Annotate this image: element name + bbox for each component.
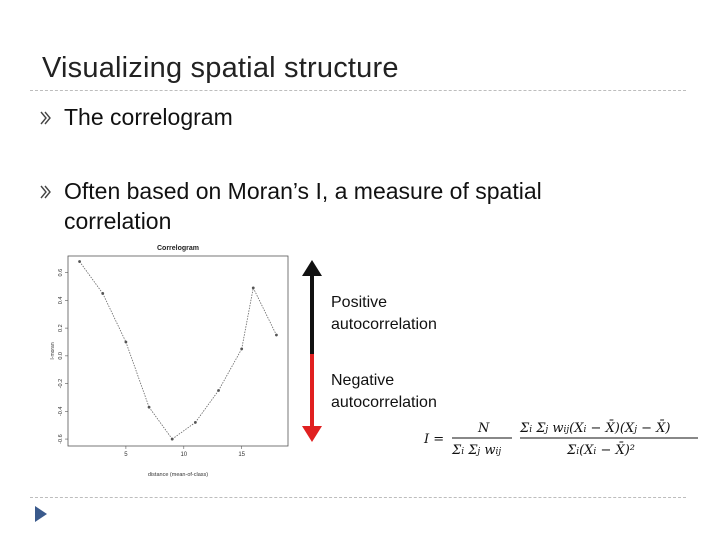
y-tick-label: 0.6 xyxy=(58,268,64,277)
series-line-segment xyxy=(149,407,172,439)
data-point xyxy=(252,286,255,289)
svg-text:I =: I = xyxy=(424,432,445,447)
y-tick-label: 0.2 xyxy=(58,324,64,332)
x-tick-label: 10 xyxy=(180,452,188,458)
series-line-segment xyxy=(172,422,195,439)
y-tick-label: 0.4 xyxy=(58,296,64,305)
y-tick-label: -0.6 xyxy=(58,434,64,444)
data-point xyxy=(171,438,174,441)
series-line-segment xyxy=(242,288,254,349)
negative-arrow-head xyxy=(302,426,322,442)
data-point xyxy=(275,334,278,337)
data-point xyxy=(124,341,127,344)
bullet-icon xyxy=(40,185,52,199)
x-tick-label: 5 xyxy=(124,452,128,458)
data-point xyxy=(78,260,81,263)
slide-title: Visualizing spatial structure xyxy=(42,52,399,84)
series-line-segment xyxy=(103,293,126,342)
autocorrelation-arrow xyxy=(296,258,328,444)
correlogram-chart xyxy=(48,238,293,483)
bullet-text: Often based on Moran’s I, a measure of spatial correlation xyxy=(64,178,542,234)
next-slide-arrow-icon[interactable] xyxy=(34,505,48,523)
positive-autocorrelation-label: Positive autocorrelation xyxy=(331,294,437,333)
title-underline xyxy=(30,90,686,91)
series-line-segment xyxy=(80,262,103,294)
data-point xyxy=(217,389,220,392)
negative-autocorrelation-label: Negative autocorrelation xyxy=(331,372,437,411)
bullet-item xyxy=(40,176,640,236)
positive-arrow-head xyxy=(302,260,322,276)
y-tick-label: -0.2 xyxy=(58,378,64,389)
bullet-icon xyxy=(40,111,52,125)
data-point xyxy=(101,292,104,295)
data-point xyxy=(240,348,243,351)
y-tick-label: -0.4 xyxy=(58,406,64,417)
svg-text:Σi Σj wij(Xi − X̄)(Xj − X̄): Σi Σj wij(Xi − X̄)(Xj − X̄) xyxy=(520,421,671,436)
data-point xyxy=(194,421,197,424)
svg-text:N: N xyxy=(478,421,490,436)
svg-text:Σi(Xi − X̄)²: Σi(Xi − X̄)² xyxy=(567,443,636,458)
data-point xyxy=(148,406,151,409)
bullet-item xyxy=(40,102,233,132)
series-line-segment xyxy=(195,391,218,423)
svg-text:Σi Σj wij: Σi Σj wij xyxy=(452,443,502,458)
series-line-segment xyxy=(126,342,149,407)
x-tick-label: 15 xyxy=(238,452,246,458)
y-axis-label: I-moran xyxy=(50,342,56,360)
chart-title: Correlogram xyxy=(156,245,200,252)
series-line-segment xyxy=(253,288,276,335)
y-tick-label: 0.0 xyxy=(58,352,64,360)
plot-frame xyxy=(68,256,288,446)
series-line-segment xyxy=(219,349,242,391)
footer-rule xyxy=(30,497,686,498)
x-axis-label: distance (mean-of-class) xyxy=(147,472,209,478)
morans-i-formula xyxy=(422,414,702,460)
bullet-text: The correlogram xyxy=(64,104,233,130)
